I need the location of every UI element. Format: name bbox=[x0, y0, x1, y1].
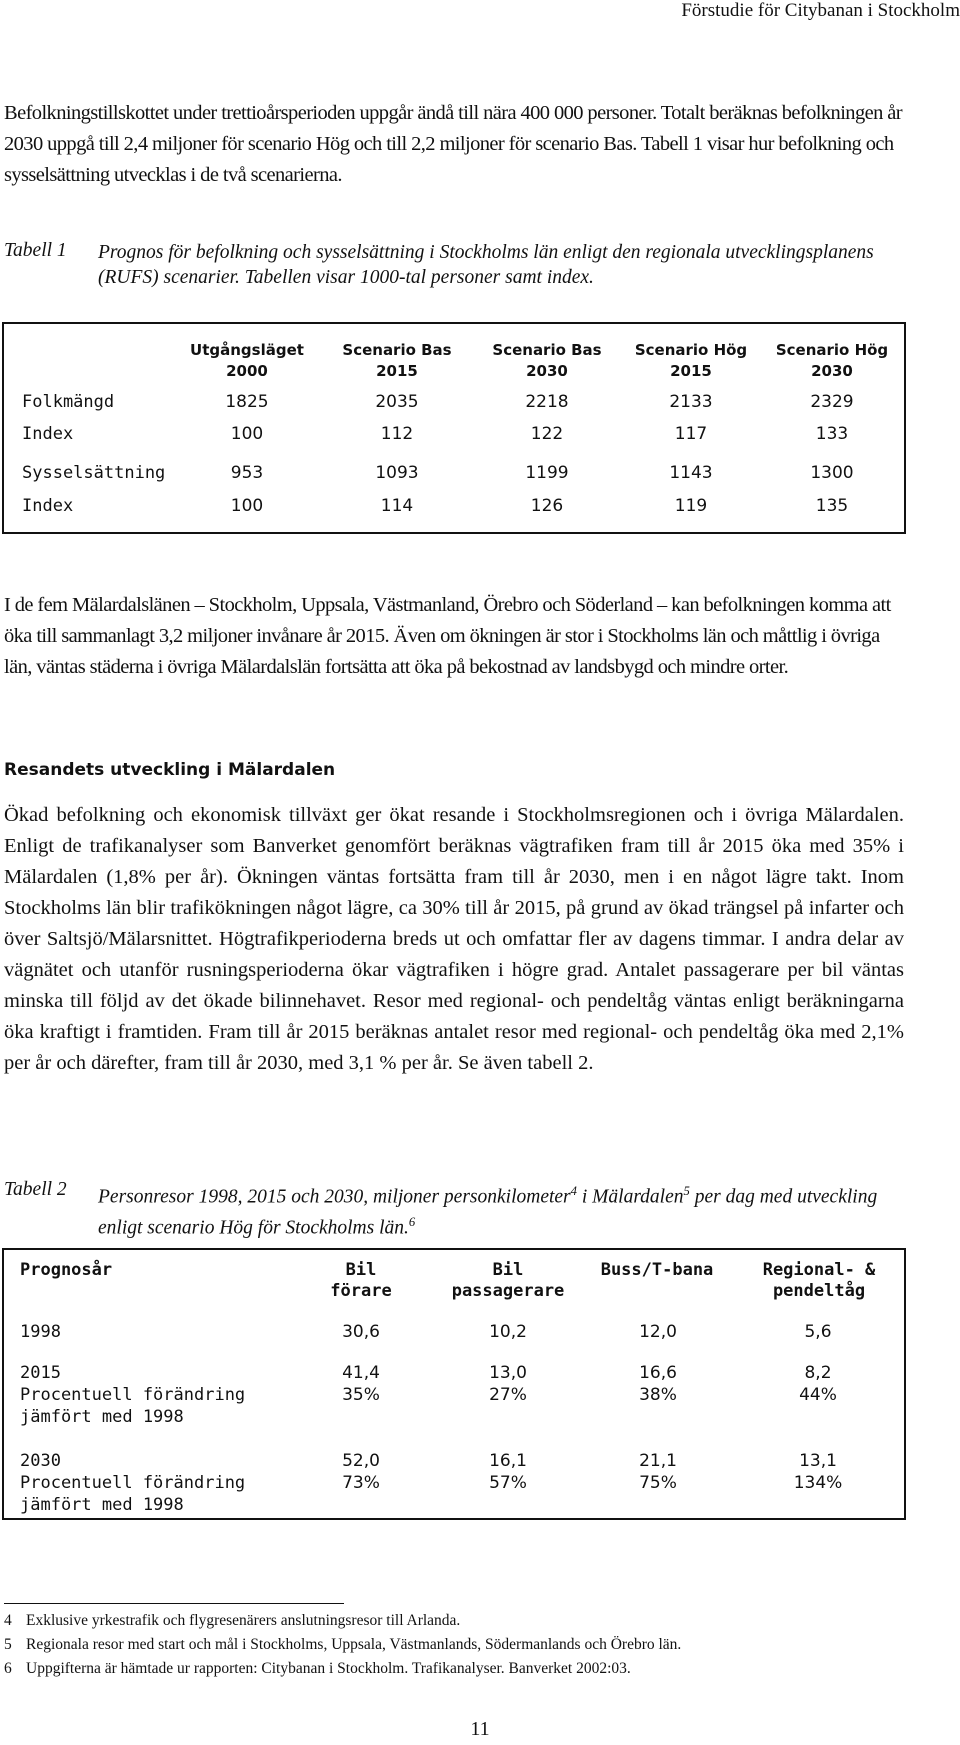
table-row bbox=[4, 424, 904, 452]
table-row bbox=[4, 1321, 904, 1349]
table-row bbox=[4, 463, 904, 491]
table-cell: 100 bbox=[230, 424, 264, 444]
row-label: 1998 bbox=[20, 1322, 61, 1342]
paragraph-population: Befolkningstillskottet under trettioårsperioden uppgår ändå till nära 400 000 personer. Totalt beräknas befolkningen år 2030 uppgå till 2,4 miljoner för scenario Hög och till 2,2 miljoner för scenario Bas. Tabell 1 visar hur befolkning och sysselsättning utvecklas i de två scenarierna. bbox=[4, 102, 902, 186]
table-cell: 1143 bbox=[669, 463, 713, 483]
table2-col-header: Regional- & pendeltåg bbox=[762, 1260, 876, 1301]
table-cell: 5,6 bbox=[804, 1322, 832, 1342]
running-header: Förstudie för Citybanan i Stockholm bbox=[681, 0, 960, 21]
table-cell: 112 bbox=[380, 424, 414, 444]
table1-col-header: Scenario Hög 2015 bbox=[634, 341, 748, 380]
table-cell: 2133 bbox=[669, 392, 713, 412]
table-cell: 117 bbox=[674, 424, 708, 444]
table-cell: 133 bbox=[815, 424, 849, 444]
table-cell: 16,1 57% bbox=[489, 1451, 527, 1493]
table-cell: 30,6 bbox=[342, 1322, 380, 1342]
table1-col-header: Utgångsläget 2000 bbox=[190, 341, 304, 380]
table-cell: 135 bbox=[815, 496, 849, 516]
table1 bbox=[2, 322, 906, 534]
table-cell: 41,4 35% bbox=[342, 1363, 380, 1405]
row-label: Index bbox=[22, 424, 74, 444]
table1-col-header: Scenario Bas 2015 bbox=[342, 341, 452, 380]
table-cell: 100 bbox=[230, 496, 264, 516]
table-cell: 1199 bbox=[525, 463, 569, 483]
paragraph-travel: Ökad befolkning och ekonomisk tillväxt ger ökat resande i Stockholmsregionen och i övriga Mälardalen. Enligt de trafikanalyser som Banverket genomfört beräknas vägtrafiken fram till år 2015 öka med 35% i Mälardalen (1,8% per år). Ökningen väntas fortsätta fram till år 2030, men i en något lägre takt. Inom Stockholms län blir trafikökningen något lägre, ca 30% till år 2015, på grund av ökad trängsel på infarter och över Saltsjö/Mälarsnittet. Högtrafikperioderna breds ut och omfattar fler av dagens timmar. I andra delar av vägnätet och utanför rusningsperioderna ökar vägtrafiken i högre grad. Antalet passagerare per bil väntas minska till följd av det ökade bilinnehavet. Resor med regional- och pendeltåg väntas enligt beräkningarna öka kraftigt i framtiden. Fram till år 2015 beräknas antalet resor med regional- och pendeltåg öka med 2,1% per år och därefter, fram till år 2030, med 3,1 % per år. Se även tabell 2. bbox=[4, 804, 904, 1074]
footnote-divider bbox=[4, 1603, 344, 1604]
table-cell: 1825 bbox=[225, 392, 269, 412]
table-cell: 126 bbox=[530, 496, 564, 516]
table-cell: 52,0 73% bbox=[342, 1451, 380, 1493]
table-cell: 16,6 38% bbox=[639, 1363, 677, 1405]
table-cell: 13,0 27% bbox=[489, 1363, 527, 1405]
table2-col-header: Buss/T-bana bbox=[600, 1260, 714, 1280]
footnote: 5 Regionala resor med start och mål i Stockholms, Uppsala, Västmanlands, Södermanlands och Örebro län. bbox=[4, 1636, 682, 1653]
row-label: Sysselsättning bbox=[22, 463, 166, 483]
table-row bbox=[4, 496, 904, 524]
table-cell: 2329 bbox=[810, 392, 854, 412]
table-cell: 10,2 bbox=[489, 1322, 527, 1342]
table2-col-header: Bil förare bbox=[330, 1260, 392, 1301]
table2-header-row bbox=[4, 1260, 904, 1308]
table-cell: 8,2 44% bbox=[799, 1363, 837, 1405]
table-cell: 21,1 75% bbox=[639, 1451, 677, 1493]
paragraph-malardalen: I de fem Mälardalslänen – Stockholm, Uppsala, Västmanland, Örebro och Söderland – kan befolkningen komma att öka till sammanlagt 3,2 miljoner invånare år 2015. Även om ökningen är stor i Stockholms län och måttlig i övriga län, väntas städerna i övriga Mälardalslän fortsätta att öka på bekostnad av landsbygd och mindre orter. bbox=[4, 594, 891, 678]
table1-label: Tabell 1 bbox=[4, 240, 67, 261]
table1-col-header: Scenario Bas 2030 bbox=[492, 341, 602, 380]
table-row bbox=[4, 1450, 904, 1520]
footnote: 4 Exklusive yrkestrafik och flygresenärers anslutningsresor till Arlanda. bbox=[4, 1612, 461, 1629]
row-label: Index bbox=[22, 496, 74, 516]
table-cell: 953 bbox=[230, 463, 264, 483]
section-title: Resandets utveckling i Mälardalen bbox=[4, 760, 336, 780]
row-label: 2015 Procentuell förändring jämfört med 1998 bbox=[20, 1363, 246, 1427]
page-number: 11 bbox=[470, 1718, 490, 1740]
table2 bbox=[2, 1248, 906, 1520]
table2-caption: Personresor 1998, 2015 och 2030, miljoner personkilometer$^4$ i Mälardalen$^5$ per dag med utveckling enligt scenario Hög för Stockholms län.$^6$ bbox=[98, 1184, 878, 1238]
table-cell: 119 bbox=[674, 496, 708, 516]
table-cell: 12,0 bbox=[639, 1322, 677, 1342]
table-cell: 13,1 134% bbox=[793, 1451, 843, 1493]
table-row bbox=[4, 392, 904, 420]
row-label: 2030 Procentuell förändring jämfört med 1998 bbox=[20, 1451, 246, 1515]
table1-col-header: Scenario Hög 2030 bbox=[775, 341, 889, 380]
table1-header-row bbox=[4, 340, 904, 390]
table2-col-header: Prognosår bbox=[20, 1260, 113, 1280]
table2-label: Tabell 2 bbox=[4, 1179, 67, 1200]
table-cell: 122 bbox=[530, 424, 564, 444]
table1-caption: Prognos för befolkning och sysselsättning i Stockholms län enligt den regionala utvecklingsplanens (RUFS) scenarier. Tabellen visar 1000-tal personer samt index. bbox=[98, 242, 874, 288]
row-label: Folkmängd bbox=[22, 392, 115, 412]
footnote: 6 Uppgifterna är hämtade ur rapporten: Citybanan i Stockholm. Trafikanalyser. Banverket 2002:03. bbox=[4, 1660, 631, 1677]
table-cell: 2218 bbox=[525, 392, 569, 412]
table2-col-header: Bil passagerare bbox=[451, 1260, 565, 1301]
table-cell: 2035 bbox=[375, 392, 419, 412]
table-row bbox=[4, 1362, 904, 1432]
table-cell: 1093 bbox=[375, 463, 419, 483]
table-cell: 114 bbox=[380, 496, 414, 516]
table-cell: 1300 bbox=[810, 463, 854, 483]
